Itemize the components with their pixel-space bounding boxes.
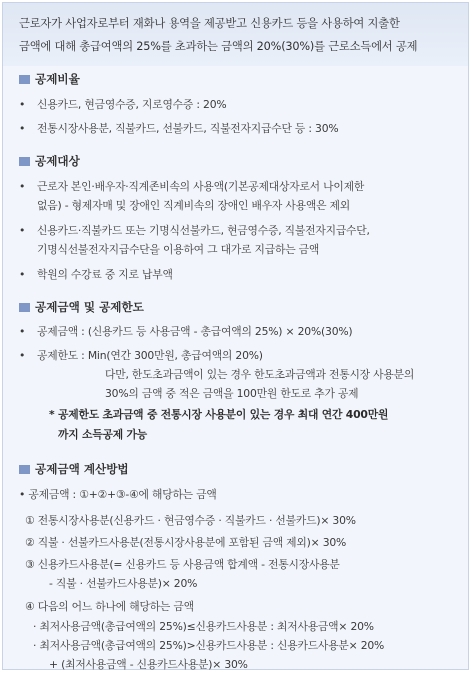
bullet-icon: • [19,325,26,338]
section-heading-method: 공제금액 계산방법 [19,461,129,477]
intro-line: 금액에 대해 총급여액의 25%를 초과하는 금액의 20%(30%)를 근로소득에서 공제 [19,40,418,53]
square-bullet-icon [19,465,30,474]
calc-item: ② 직불 · 선불카드사용분(전통시장사용분에 포함된 금액 제외)× 30% [25,536,347,549]
list-item: • 근로자 본인·배우자·직계존비속의 사용액(기본공제대상자로서 나이제한 [19,177,459,196]
list-item: • 학원의 수강료 중 지로 납부액 [19,265,459,284]
square-bullet-icon [19,157,30,166]
list-item-continuation: 기명식선불전자지급수단을 이용하여 그 대가로 지급하는 금액 [37,243,320,256]
section-heading-limit: 공제금액 및 공제한도 [19,299,144,315]
list-item: • 신용카드, 현금영수증, 지로영수증 : 20% [19,95,459,114]
calc-item: ③ 신용카드사용분(= 신용카드 등 사용금액 합계액 - 전통시장사용분 [25,558,340,571]
list-item: • 전통시장사용분, 직불카드, 선불카드, 직불전자지급수단 등 : 30% [19,119,459,138]
section-heading-target: 공제대상 [19,153,80,169]
list-item: • 신용카드·직불카드 또는 기명식선불카드, 현금영수증, 직불전자지급수단, [19,221,459,240]
formula-line: • 공제금액 : ①+②+③-④에 해당하는 금액 [19,488,217,501]
bullet-icon: • [19,180,26,193]
square-bullet-icon [19,303,30,312]
bullet-icon: • [19,268,26,281]
calc-item-continuation: - 직불 · 선불카드사용분)× 20% [49,577,198,590]
intro-line: 근로자가 사업자로부터 재화나 용역을 제공받고 신용카드 등을 사용하여 지출한 [19,17,400,30]
list-item-continuation: 30%의 금액 중 적은 금액을 100만원 한도로 추가 공제 [105,387,359,400]
list-item-continuation: 다만, 한도초과금액이 있는 경우 한도초과금액과 전통시장 사용분의 [105,368,415,381]
calc-subitem: · 최저사용금액(총급여액의 25%)>신용카드사용분 : 신용카드사용분× 20% [33,639,385,652]
square-bullet-icon [19,75,30,84]
section-heading-rate: 공제비율 [19,71,80,87]
calc-subitem: · 최저사용금액(총급여액의 25%)≤신용카드사용분 : 최저사용금액× 20% [33,620,374,633]
calc-subitem-continuation: + (최저사용금액 - 신용카드사용분)× 30% [49,658,248,671]
intro-box [3,3,468,66]
list-item: • 공제금액 : (신용카드 등 사용금액 - 총급여액의 25%) × 20%(30%) [19,322,459,341]
bullet-icon: • [19,122,26,135]
bullet-icon: • [19,98,26,111]
footnote: * 공제한도 초과금액 중 전통시장 사용분이 있는 경우 최대 연간 400만원 까지 소득공제 가능 [49,408,389,441]
calc-item: ④ 다음의 어느 하나에 해당하는 금액 [25,600,194,613]
list-item-continuation: 없음) - 형제자매 및 장애인 직계비속의 장애인 배우자 사용액은 제외 [37,199,350,212]
calc-item: ① 전통시장사용분(신용카드 · 현금영수증 · 직불카드 · 선불카드)× 30% [25,514,356,527]
bullet-icon: • [19,349,26,362]
list-item: • 공제한도 : Min(연간 300만원, 총급여액의 20%) [19,346,459,365]
bullet-icon: • [19,224,26,237]
deduction-info-panel [2,2,469,670]
